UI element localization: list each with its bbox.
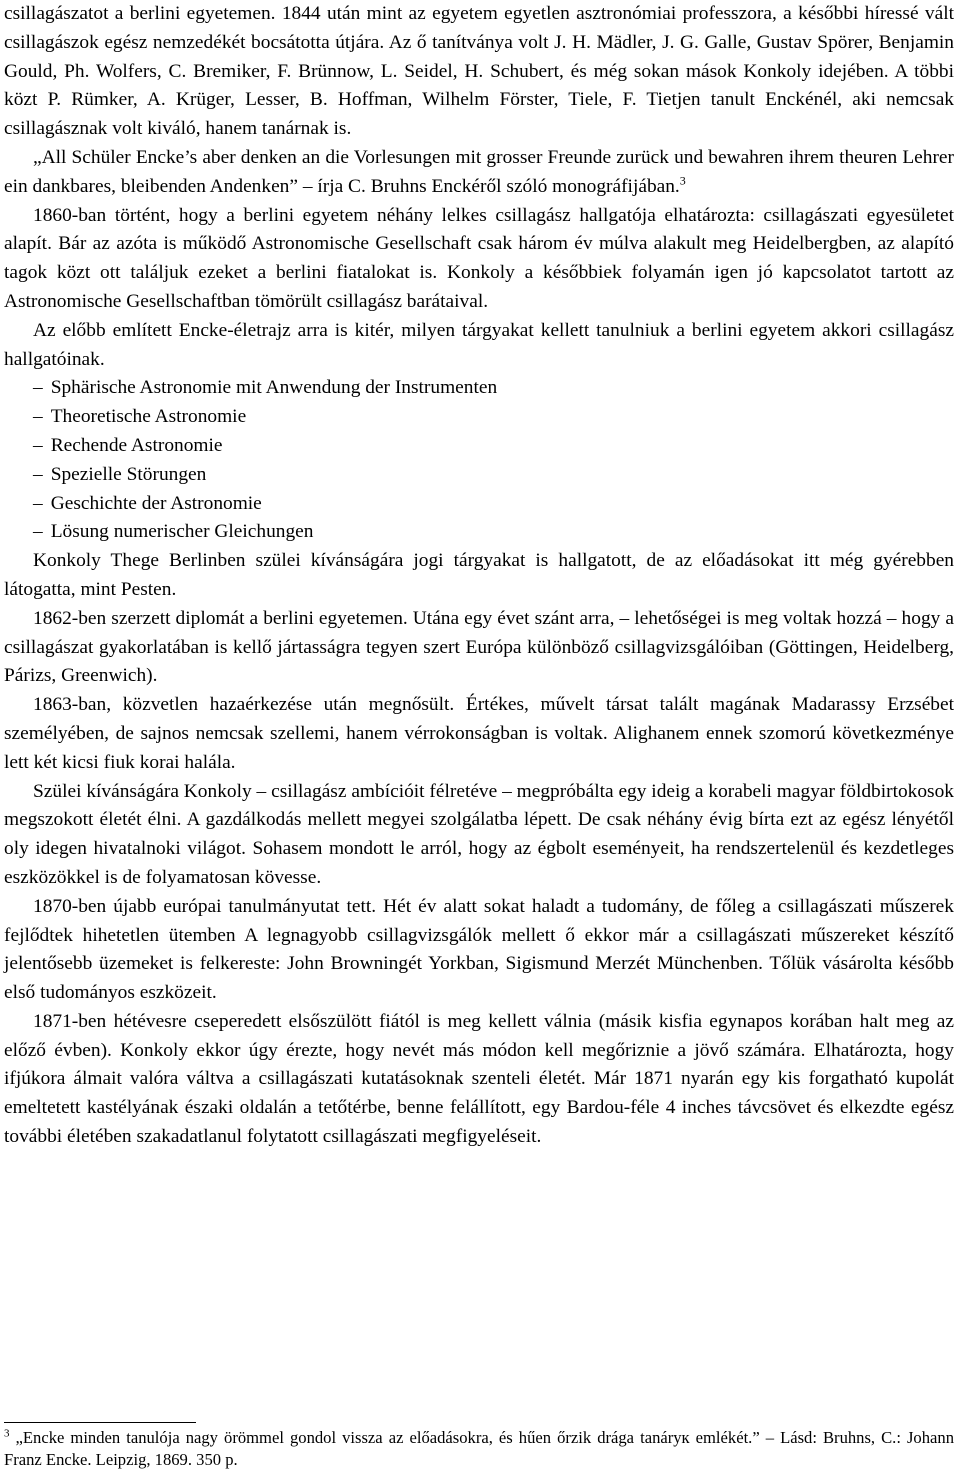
dash: –	[33, 521, 43, 543]
dash: –	[33, 492, 43, 514]
list-item-text: Spezielle Störungen	[50, 463, 207, 485]
subject-list	[4, 374, 954, 547]
paragraph: Konkoly Thege Berlinben szülei kívánságára jogi tárgyakat is hallgatott, de az előadásokat itt még gyérebben látogatta, mint Pesten.	[4, 550, 954, 600]
list-item-text: Geschichte der Astronomie	[50, 492, 262, 514]
list-item	[4, 490, 954, 519]
paragraph: 1870-ben újabb európai tanulmányutat tett. Hét év alatt sokat haladt a tudomány, de főleg a csillagászati műszerek fejlődtek hihetetlen ütemben A legnagyobb csillagvizsgálók mellett ő ekkor már a csillagászati műszereket készítő jelentősebb üzemeket is felkereste: John Browningét Yorkban, Sigismund Merzét Münchenben. Tőlük vásárolta később első tudományos eszközeit.	[4, 895, 954, 1004]
list-item	[4, 374, 954, 403]
footnote-reference: 3	[679, 173, 686, 188]
list-item	[4, 461, 954, 490]
list-item-text: Theoretische Astronomie	[50, 406, 247, 428]
dash: –	[33, 434, 43, 456]
paragraph: Szülei kívánságára Konkoly – csillagász ambícióit félretéve – megpróbálta egy ideig a korabeli magyar földbirtokosok megszokott életét élni. A gazdálkodás mellett megyei szolgálatba lépett. De csak néhány évig bírta ezt az egész lényétől oly idegen hivatalnoki világot. Sohasem mondott le arról, hogy az égbolt eseményeit, ha rendszertelenül és kezdetleges eszközökkel is de folyamatosan kövesse.	[4, 780, 954, 888]
dash: –	[33, 406, 43, 428]
dash: –	[33, 463, 43, 485]
dash: –	[33, 377, 43, 399]
list-item	[4, 403, 954, 432]
paragraph: 1862-ben szerzett diplomát a berlini egyetemen. Utána egy évet szánt arra, – lehetőségei is meg voltak hozzá – hogy a csillagászat gyakorlatában is kellő jártasságra tegyen szert Európa különböző csillagvizsgálóiban (Göttingen, Heidelberg, Párizs, Greenwich).	[4, 607, 954, 687]
list-item	[4, 518, 954, 547]
footnote-section	[4, 1422, 954, 1471]
paragraph: 1871-ben hétévesre cseperedett elsőszülött fiától is meg kellett válnia (másik kisfia egynapos korában halt meg az előző évben). Konkoly ekkor úgy érezte, hogy nevét más módon kell megőriznie a jövő számára. Elhatározta, hogy ifjúkora álmait valóra váltva a csillagászati kutatásoknak szenteli életét. Már 1871 nyarán egy kis forgatható kupolát emeltetett kastélyának északi oldalán a tetőtérbe, benne felállított, egy Bardou-féle 4 inches távcsövet és elkezdte egész további életében szakadatlanul folytatott csillagászati megfigyeléseit.	[4, 1010, 954, 1148]
list-item-text: Sphärische Astronomie mit Anwendung der Instrumenten	[50, 377, 498, 399]
footnote	[4, 1427, 954, 1471]
list-item	[4, 432, 954, 461]
list-item-text: Rechende Astronomie	[50, 434, 223, 456]
paragraph: Az előbb említett Encke-életrajz arra is kitér, milyen tárgyakat kellett tanulniuk a berlini egyetem akkori csillagász hallgatóinak.	[4, 319, 954, 370]
paragraph: 1863-ban, közvetlen hazaérkezése után megnősült. Értékes, művelt társat talált magának Madarassy Erzsébet személyében, de sajnos nemcsak szellemi, hanem vérrokonságban is voltak. Alighanem ennek szomorú következménye lett két kicsi fiuk korai halála.	[4, 694, 954, 773]
list-item-text: Lösung numerischer Gleichungen	[50, 521, 314, 543]
paragraph: 1860-ban történt, hogy a berlini egyetem néhány lelkes csillagász hallgatója elhatározta: csillagászati egyesületet alapít. Bár az azóta is működő Astronomische Gesellschaft csak három év múlva alakult meg Heidelbergben, az alapító tagok közt ott találjuk ezeket a berlini fiatalokat is. Konkoly a későbbiek folyamán igen jó kapcsolatot tartott az Astronomische Gesellschaftban tömörült csillagász barátaival.	[4, 204, 954, 312]
quote-paragraph	[4, 144, 954, 202]
footnote-text: „Encke minden tanulója nagy örömmel gondol vissza az előadásokra, és hűen őrzik drága tanárук emlékét.” – Lásd: Bruhns, C.: Johann Franz Encke. Leipzig, 1869. 350 p.	[4, 1428, 954, 1469]
paragraph: csillagászatot a berlini egyetemen. 1844 után mint az egyetem egyetlen asztronómiai professzora, a későbbi híressé vált csillagászok egész nemzedékét bocsátotta útjára. Az ő tanítványa volt J. H. Mädler, J. G. Galle, Gustav Spörer, Benjamin Gould, Ph. Wolfers, C. Bremiker, F. Brünnow, L. Seidel, H. Schubert, és még sokan mások Konkoly idejében. A többi közt P. Rümker, A. Krüger, Lesser, B. Hoffman, Wilhelm Förster, Tiele, F. Tietjen tanult Enckénél, aki nemcsak csillagásznak volt kiváló, hanem tanárnak is.	[4, 3, 954, 140]
main-text	[4, 0, 954, 1152]
footnote-marker: 3	[4, 1427, 10, 1440]
quote-text: „All Schüler Encke’s aber denken an die Vorlesungen mit grosser Freunde zurück und bewahren ihrem theuren Lehrer ein dankbares, bleibenden Andenken” – írja C. Bruhns Enckéről szóló monográfijában.	[4, 146, 954, 197]
footnote-divider	[4, 1422, 196, 1423]
